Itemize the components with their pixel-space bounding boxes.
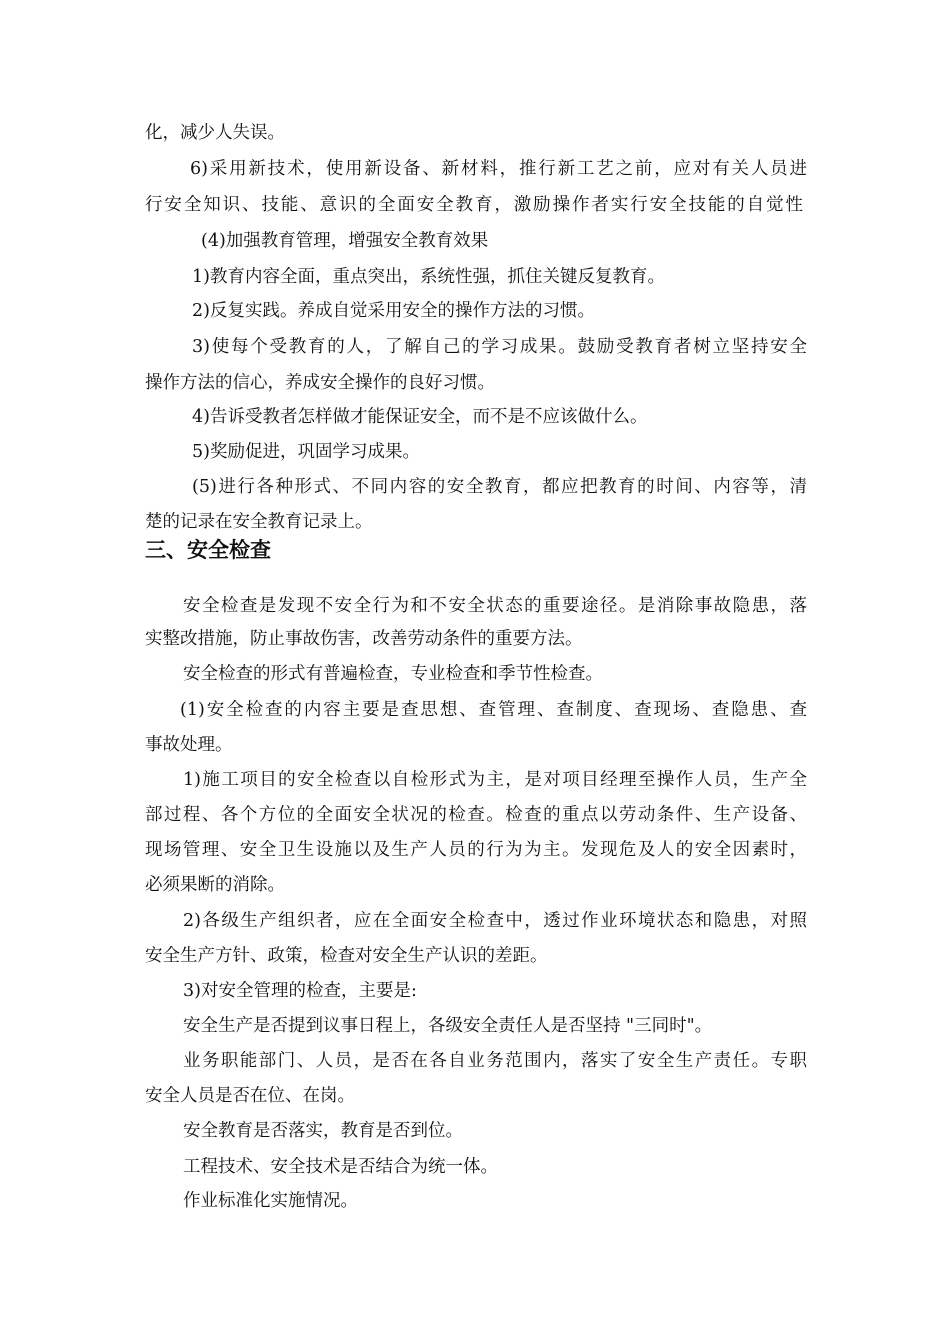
text-line: 安全检查的形式有普遍检查，专业检查和季节性检查。 [183,664,603,684]
text-line: (4)加强教育管理，增强安全教育效果 [201,231,489,251]
text-line: 1)教育内容全面，重点突出，系统性强，抓住关键反复教育。 [192,267,665,287]
text-line: 2)反复实践。养成自觉采用安全的操作方法的习惯。 [192,301,595,321]
text-line: 行安全知识、技能、意识的全面安全教育，激励操作者实行安全技能的自觉性 [145,195,803,215]
text-line: 安全检查是发现不安全行为和不安全状态的重要途径。是消除事故隐患，落 [183,596,807,616]
text-line: 必须果断的消除。 [145,875,285,895]
text-line: 业务职能部门、人员，是否在各自业务范围内，落实了安全生产责任。专职 [183,1051,807,1071]
text-line: (1)安全检查的内容主要是查思想、查管理、查制度、查现场、查隐患、查 [180,700,807,720]
text-line: 工程技术、安全技术是否结合为统一体。 [183,1157,498,1177]
text-line: 5)奖励促进，巩固学习成果。 [192,442,420,462]
text-line: 实整改措施，防止事故伤害，改善劳动条件的重要方法。 [145,629,583,649]
text-line: 安全生产方针、政策，检查对安全生产认识的差距。 [145,946,548,966]
section-heading: 三、安全检查 [145,538,271,562]
text-line: 化，减少人失误。 [145,123,285,143]
text-line: 现场管理、安全卫生设施以及生产人员的行为为主。发现危及人的安全因素时， [145,840,807,860]
text-line: 4)告诉受教者怎样做才能保证安全，而不是不应该做什么。 [192,407,648,427]
text-line: (5)进行各种形式、不同内容的安全教育，都应把教育的时间、内容等，清 [192,477,807,497]
text-line: 安全人员是否在位、在岗。 [145,1086,355,1106]
text-line: 部过程、各个方位的全面安全状况的检查。检查的重点以劳动条件、生产设备、 [145,805,807,825]
text-line: 安全教育是否落实，教育是否到位。 [183,1121,463,1141]
text-line: 操作方法的信心，养成安全操作的良好习惯。 [145,373,495,393]
text-line: 3)使每个受教育的人，了解自己的学习成果。鼓励受教育者树立坚持安全 [192,337,807,357]
text-line: 3)对安全管理的检查，主要是: [183,981,417,1001]
text-line: 安全生产是否提到议事日程上，各级安全责任人是否坚持 "三同时"。 [183,1016,713,1036]
text-line: 事故处理。 [145,735,233,755]
text-line: 2)各级生产组织者，应在全面安全检查中，透过作业环境状态和隐患，对照 [183,911,807,931]
text-line: 楚的记录在安全教育记录上。 [145,512,373,532]
text-line: 作业标准化实施情况。 [183,1191,358,1211]
text-line: 6)采用新技术，使用新设备、新材料，推行新工艺之前，应对有关人员进 [190,159,807,179]
text-line: 1)施工项目的安全检查以自检形式为主，是对项目经理至操作人员，生产全 [183,770,807,790]
